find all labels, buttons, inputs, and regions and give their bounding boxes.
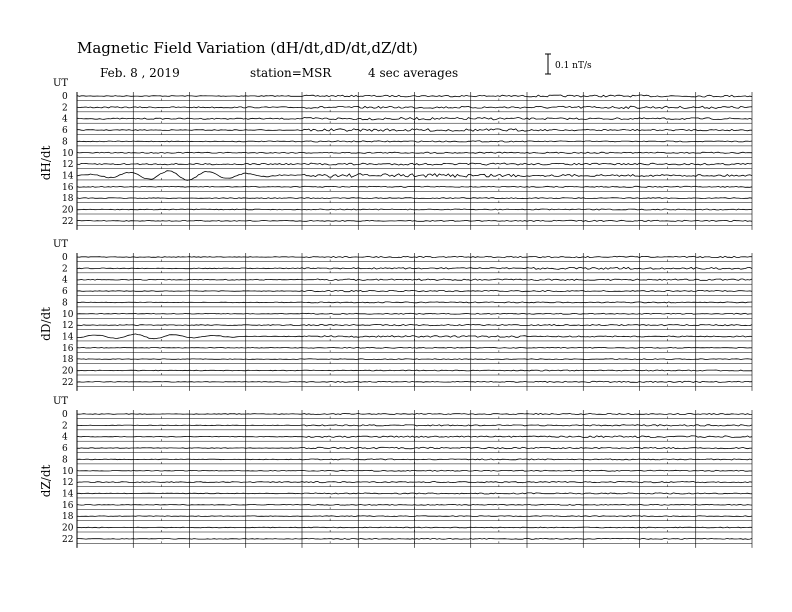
ut-axis-label: UT — [53, 239, 69, 250]
hour-tick-label: 10 — [62, 466, 74, 477]
panels — [39, 78, 752, 548]
ut-axis-label: UT — [53, 396, 69, 407]
panel-dd-dt — [39, 239, 752, 391]
hour-tick-label: 0 — [62, 92, 68, 102]
hour-tick-label: 12 — [62, 478, 74, 489]
panel-ylabel: dD/dt — [39, 306, 53, 341]
averaging-label: 4 sec averages — [368, 66, 459, 80]
scale-bar — [545, 54, 592, 74]
hour-tick-label: 16 — [62, 343, 74, 354]
hour-tick-label: 2 — [62, 103, 68, 114]
panel-dh-dt — [39, 78, 752, 230]
hour-tick-label: 10 — [62, 309, 74, 320]
chart-title: Magnetic Field Variation (dH/dt,dD/dt,dZ/dt) — [77, 39, 418, 57]
hour-tick-label: 4 — [62, 114, 68, 125]
hour-tick-label: 16 — [62, 500, 74, 511]
hour-tick-label: 20 — [62, 205, 74, 216]
panel-ylabel: dZ/dt — [39, 464, 53, 498]
hour-tick-label: 8 — [62, 298, 68, 309]
hour-tick-label: 22 — [62, 377, 74, 388]
hour-tick-label: 18 — [62, 512, 74, 523]
hour-tick-label: 12 — [62, 321, 74, 332]
hour-tick-label: 8 — [62, 455, 68, 466]
panel-ylabel: dH/dt — [39, 145, 53, 181]
date-label: Feb. 8 , 2019 — [100, 66, 180, 80]
panel-dz-dt — [39, 396, 752, 548]
hour-tick-label: 12 — [62, 160, 74, 171]
trace-18 — [77, 359, 752, 360]
hour-tick-label: 6 — [62, 444, 68, 455]
ut-axis-label: UT — [53, 78, 69, 89]
hour-tick-label: 16 — [62, 182, 74, 193]
hour-tick-label: 14 — [62, 489, 74, 500]
hour-tick-label: 18 — [62, 194, 74, 205]
hour-tick-label: 2 — [62, 264, 68, 275]
hour-tick-label: 20 — [62, 366, 74, 377]
hour-tick-label: 18 — [62, 355, 74, 366]
hour-tick-label: 6 — [62, 287, 68, 298]
hour-tick-label: 10 — [62, 148, 74, 159]
station-label: station=MSR — [250, 66, 332, 80]
trace-10 — [77, 313, 752, 314]
hour-tick-label: 20 — [62, 523, 74, 534]
scale-bar-label: 0.1 nT/s — [555, 61, 592, 71]
hour-tick-label: 0 — [62, 410, 68, 420]
hour-tick-label: 0 — [62, 253, 68, 263]
trace-16 — [77, 504, 752, 505]
hour-tick-label: 14 — [62, 332, 74, 343]
hour-tick-label: 4 — [62, 275, 68, 286]
hour-tick-label: 2 — [62, 421, 68, 432]
hour-tick-label: 6 — [62, 126, 68, 137]
hour-tick-label: 4 — [62, 432, 68, 443]
hour-tick-label: 8 — [62, 137, 68, 148]
hour-tick-label: 22 — [62, 534, 74, 545]
hour-tick-label: 22 — [62, 216, 74, 227]
hour-tick-label: 14 — [62, 171, 74, 182]
